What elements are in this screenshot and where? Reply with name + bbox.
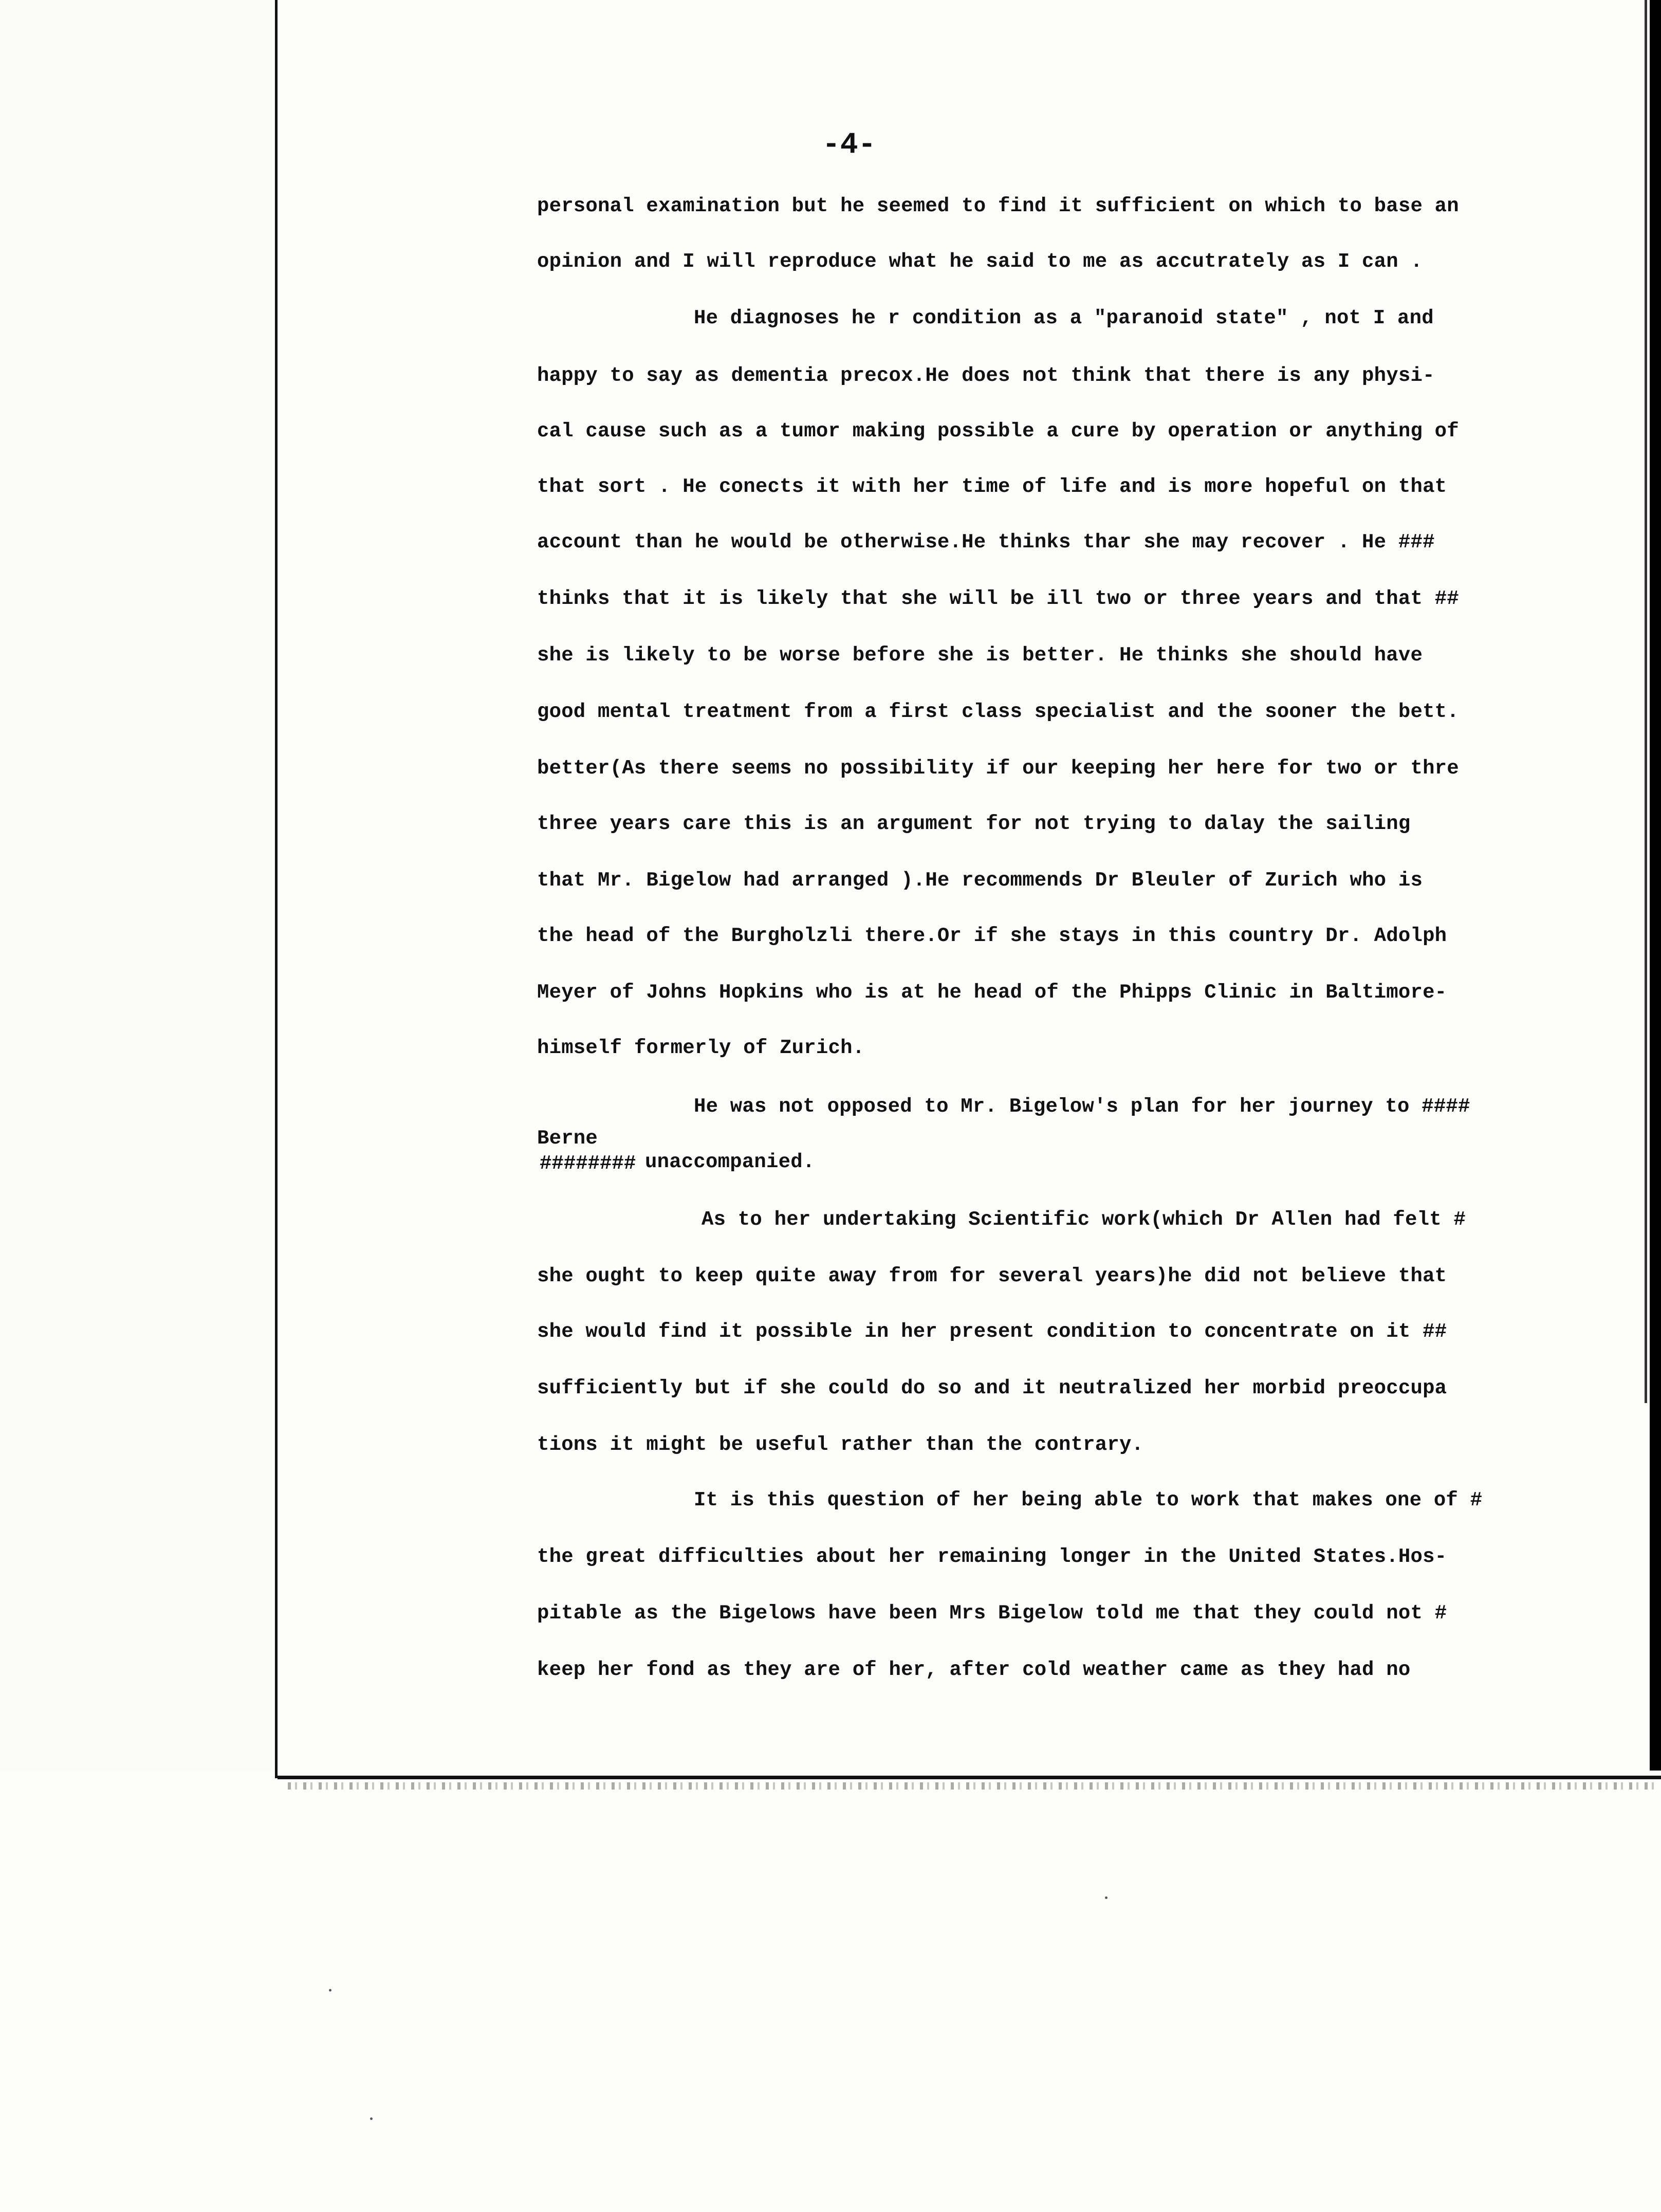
right-page-edge (1645, 0, 1647, 1403)
text-line: unaccompanied. (645, 1151, 815, 1173)
text-line-insertion: Berne (537, 1127, 598, 1150)
text-line: himself formerly of Zurich. (537, 1037, 865, 1059)
text-line: opinion and I will reproduce what he said to me as accutrately as I can . (537, 250, 1423, 273)
bottom-page-edge (278, 1776, 1661, 1779)
text-line: account than he would be otherwise.He thinks thar she may recover . He ### (537, 531, 1435, 554)
struck-out-text: ######## (540, 1152, 636, 1175)
text-line: sufficiently but if she could do so and it neutralized her morbid preoccupa (537, 1377, 1447, 1399)
text-line: better(As there seems no possibility if our keeping her here for two or thre (537, 757, 1459, 780)
left-page-edge (275, 0, 278, 1778)
text-line: that sort . He conects it with her time of life and is more hopeful on that (537, 475, 1447, 498)
left-margin (0, 0, 272, 1771)
text-line: Meyer of Johns Hopkins who is at he head of the Phipps Clinic in Baltimore- (537, 981, 1447, 1004)
text-line: happy to say as dementia precox.He does not think that there is any physi- (537, 364, 1435, 387)
text-line: tions it might be useful rather than the contrary. (537, 1433, 1144, 1456)
scan-noise (288, 1782, 1655, 1790)
text-line: cal cause such as a tumor making possible a cure by operation or anything of (537, 420, 1459, 443)
text-line: pitable as the Bigelows have been Mrs Bigelow told me that they could not # (537, 1602, 1447, 1625)
text-line: thinks that it is likely that she will be ill two or three years and that ## (537, 587, 1459, 610)
paper-lower-area (0, 1771, 1661, 2212)
text-line: she ought to keep quite away from for several years)he did not believe that (537, 1265, 1447, 1287)
text-line: good mental treatment from a first class specialist and the sooner the bett. (537, 701, 1459, 723)
text-line: It is this question of her being able to work that makes one of # (694, 1489, 1483, 1511)
speck (329, 1989, 331, 1992)
text-line: As to her undertaking Scientific work(which Dr Allen had felt # (702, 1208, 1466, 1231)
speck (1105, 1896, 1108, 1899)
page-number: -4- (822, 128, 876, 162)
text-line: He diagnoses he r condition as a "paranoid state" , not I and (694, 307, 1434, 329)
text-line: three years care this is an argument for not trying to dalay the sailing (537, 813, 1411, 835)
speck (370, 2117, 373, 2120)
text-line: He was not opposed to Mr. Bigelow's plan for her journey to #### (694, 1095, 1470, 1118)
text-line: that Mr. Bigelow had arranged ).He recommends Dr Bleuler of Zurich who is (537, 869, 1423, 892)
text-line: she is likely to be worse before she is better. He thinks she should have (537, 644, 1423, 667)
text-line: keep her fond as they are of her, after cold weather came as they had no (537, 1658, 1411, 1681)
text-line: she would find it possible in her present condition to concentrate on it ## (537, 1320, 1447, 1343)
text-line: the great difficulties about her remaining longer in the United States.Hos- (537, 1545, 1447, 1568)
text-line: the head of the Burgholzli there.Or if she stays in this country Dr. Adolph (537, 925, 1447, 947)
text-line: personal examination but he seemed to find it sufficient on which to base an (537, 195, 1459, 217)
